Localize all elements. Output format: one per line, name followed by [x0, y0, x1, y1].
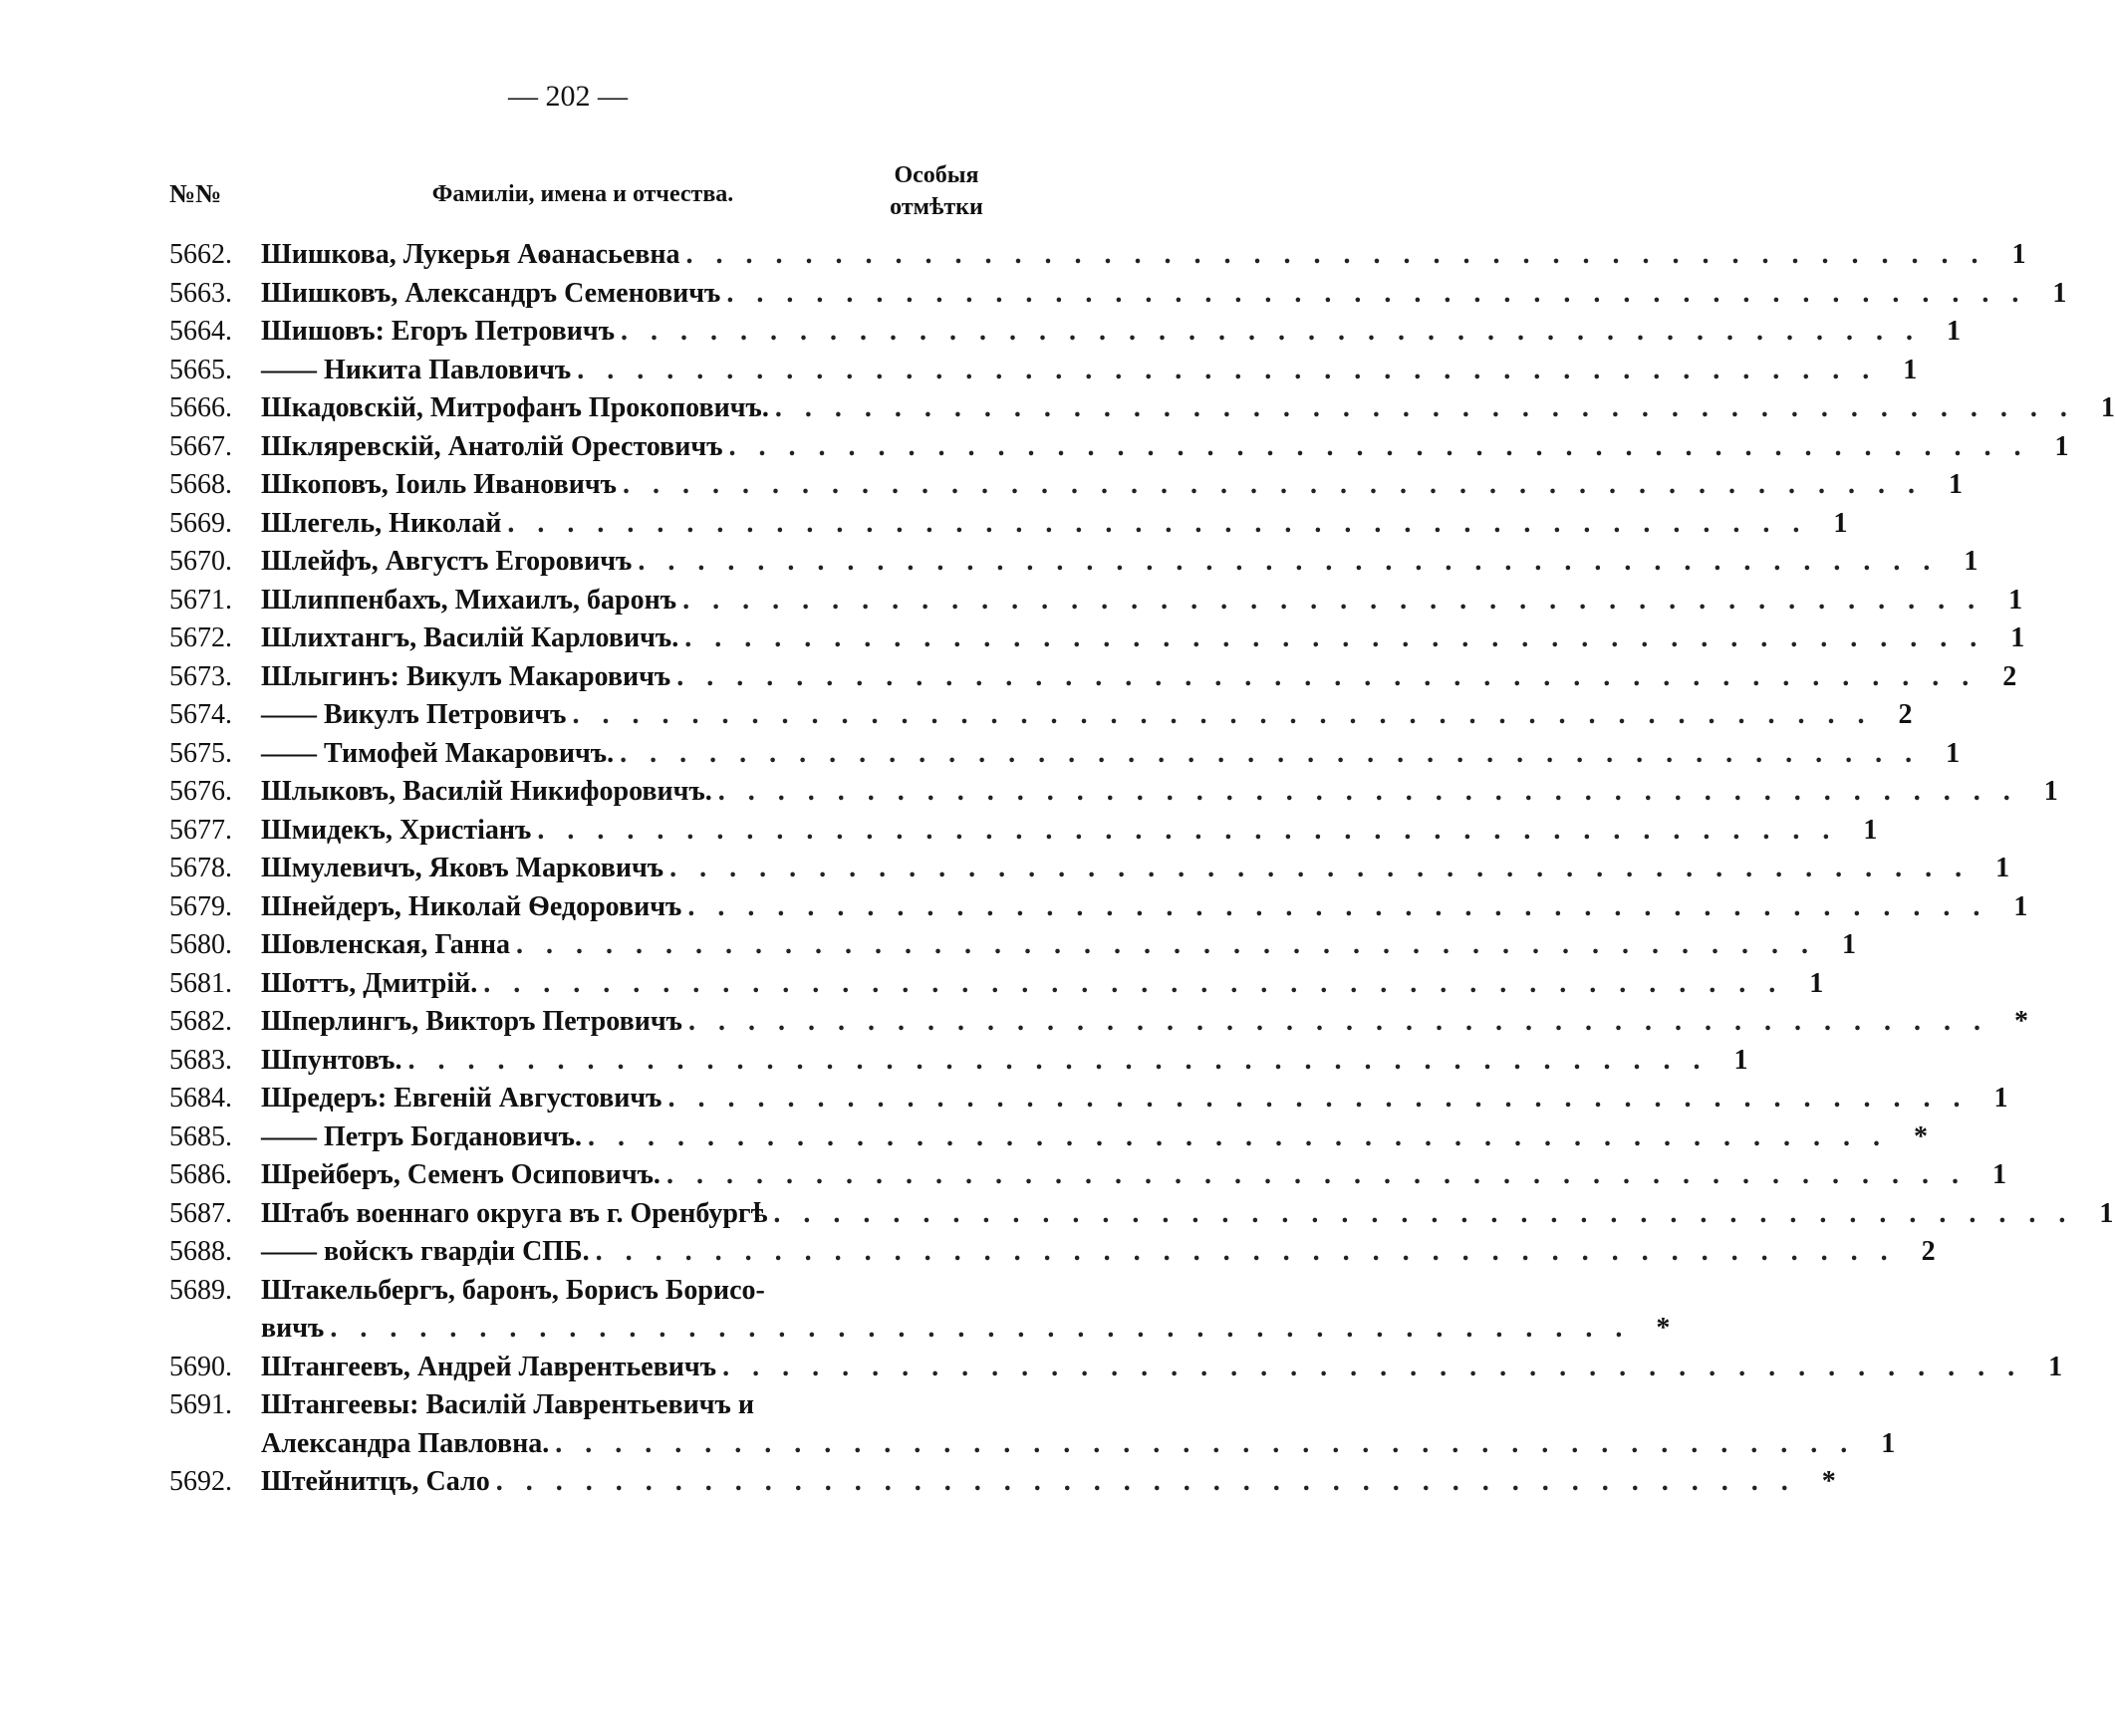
dot-leader: . . . . . . . . . . . . . . . . . . . . . . . . . . . . . . . . . . . . . . . . . . . . [620, 737, 1921, 769]
entry-mark: 1 [2100, 392, 2115, 423]
column-header [169, 159, 996, 229]
list-item [169, 890, 2028, 930]
entry-name: Шоттъ, Дмитрій. [261, 967, 478, 999]
entry-number: 5674. [169, 699, 232, 730]
entry-number: 5690. [169, 1351, 232, 1382]
entry-name: Александра Павловна. [261, 1427, 550, 1459]
list-item [169, 776, 2058, 815]
list-item [169, 737, 1961, 777]
entry-name: Шишковъ, Александръ Семеновичъ [261, 277, 721, 309]
entry-mark: 1 [1964, 546, 1979, 577]
entry-number: 5692. [169, 1466, 232, 1497]
entry-name: Шлыгинъ: Викулъ Макаровичъ [261, 660, 671, 692]
dot-leader: . . . . . . . . . . . . . . . . . . . . . . . . . . . . . . . . . . . . . . . . . . . . [577, 354, 1878, 385]
entry-number: 5682. [169, 1006, 232, 1037]
entry-name: Штабъ военнаго округа въ г. Оренбургѣ [261, 1197, 768, 1229]
list-item [169, 1159, 2006, 1198]
entry-mark: 1 [1833, 507, 1848, 539]
list-item-continuation [169, 1427, 1896, 1467]
entry-number: 5662. [169, 239, 232, 270]
entry-number: 5669. [169, 507, 232, 539]
list-item [169, 853, 2010, 891]
entry-number: 5683. [169, 1044, 232, 1076]
entry-number: 5680. [169, 929, 232, 960]
list-item [169, 1389, 996, 1428]
dot-leader: . . . . . . . . . . . . . . . . . . . . . . . . . . . . . . . . . . . . . . . . . . . . [572, 699, 1873, 730]
entry-number: 5691. [169, 1389, 232, 1420]
entry-number: 5664. [169, 316, 232, 347]
entry-name: Шовленская, Ганна [261, 929, 510, 960]
entry-name: Шлейфъ, Августъ Егоровичъ [261, 546, 633, 577]
list-item [169, 430, 2069, 470]
entry-mark: 1 [2011, 239, 2026, 270]
entry-mark: * [1656, 1313, 1671, 1344]
dot-leader: . . . . . . . . . . . . . . . . . . . . . . . . . . . . . . . . . . . . . . . . . . . . [687, 1006, 1988, 1037]
entry-mark: 1 [1948, 469, 1963, 500]
entry-name: Штангеевъ, Андрей Лаврентьевичъ [261, 1351, 717, 1382]
entry-list [169, 239, 2115, 1505]
entry-name: —— Викулъ Петровичъ [261, 699, 567, 730]
entry-mark: 1 [2048, 1351, 2063, 1382]
entry-mark: 1 [2099, 1197, 2114, 1229]
dot-leader: . . . . . . . . . . . . . . . . . . . . . . . . . . . . . . . . . . . . . . . . . . . . [515, 929, 1816, 960]
list-item [169, 239, 2026, 278]
entry-number: 5684. [169, 1083, 232, 1114]
dot-leader: . . . . . . . . . . . . . . . . . . . . . . . . . . . . . . . . . . . . . . . . . . . . [588, 1120, 1888, 1152]
entry-name: Шлыковъ, Василій Никифоровичъ. [261, 776, 712, 807]
entry-mark: 1 [1733, 1044, 1748, 1076]
entry-number: 5668. [169, 469, 232, 500]
entry-name: вичъ [261, 1313, 325, 1344]
entry-mark: 1 [2043, 776, 2058, 807]
number-column-heading: №№ [169, 179, 222, 208]
entry-mark: 1 [2052, 277, 2067, 309]
entry-name: Штакельбергъ, баронъ, Борисъ Борисо- [261, 1274, 765, 1306]
list-item [169, 546, 1979, 585]
entry-name: —— Никита Павловичъ [261, 354, 572, 385]
marks-heading-line1: Особыя [894, 162, 979, 188]
entry-mark: 1 [1863, 814, 1878, 846]
dot-leader: . . . . . . . . . . . . . . . . . . . . . . . . . . . . . . . . . . . . . . . . . . . . [682, 584, 1983, 616]
entry-name: Шкоповъ, Іоиль Ивановичъ [261, 469, 617, 500]
entry-name: Шишкова, Лукерья Аѳанасьевна [261, 239, 680, 270]
entry-number: 5677. [169, 814, 232, 846]
dot-leader: . . . . . . . . . . . . . . . . . . . . . . . . . . . . . . . . . . . . . . . . . . . . [595, 1236, 1896, 1267]
dot-leader: . . . . . . . . . . . . . . . . . . . . . . . . . . . . . . . . . . . . . . . . . . . . [495, 1466, 1796, 1497]
list-item [169, 507, 1848, 547]
dot-leader: . . . . . . . . . . . . . . . . . . . . . . . . . . . . . . . . . . . . . . . . . . . . [537, 814, 1838, 846]
list-item [169, 1351, 2063, 1390]
list-item [169, 929, 1856, 968]
entry-name: Шлегель, Николай [261, 507, 502, 539]
list-item [169, 1044, 1748, 1084]
dot-leader: . . . . . . . . . . . . . . . . . . . . . . . . . . . . . . . . . . . . . . . . . . . . [774, 392, 2075, 423]
entry-mark: 2 [1921, 1236, 1936, 1267]
names-column-heading: Фамиліи, имена и отчества. [431, 181, 734, 207]
entry-mark: * [1914, 1120, 1928, 1152]
list-item-continuation [169, 1313, 1671, 1352]
entry-name: Шмидекъ, Христіанъ [261, 814, 532, 846]
dot-leader: . . . . . . . . . . . . . . . . . . . . . . . . . . . . . . . . . . . . . . . . . . . . [773, 1197, 2074, 1229]
entry-mark: 1 [1809, 967, 1824, 999]
entry-mark: 1 [1903, 354, 1918, 385]
dot-leader: . . . . . . . . . . . . . . . . . . . . . . . . . . . . . . . . . . . . . . . . . . . . [669, 853, 1971, 883]
dot-leader: . . . . . . . . . . . . . . . . . . . . . . . . . . . . . . . . . . . . . . . . . . . . [638, 546, 1939, 577]
entry-mark: 1 [1991, 1159, 2006, 1190]
list-item [169, 584, 2023, 623]
entry-name: —— Петръ Богдановичъ. [261, 1120, 582, 1152]
dot-leader: . . . . . . . . . . . . . . . . . . . . . . . . . . . . . . . . . . . . . . . . . . . . [728, 430, 2029, 462]
entry-number: 5665. [169, 354, 232, 385]
entry-name: Шкадовскій, Митрофанъ Прокоповичъ. [261, 392, 769, 423]
list-item [169, 1120, 1928, 1160]
entry-mark: 1 [2013, 890, 2028, 922]
entry-number: 5676. [169, 776, 232, 807]
entry-name: Штангеевы: Василій Лаврентьевичъ и [261, 1389, 754, 1420]
list-item [169, 967, 1824, 1007]
list-item [169, 699, 1913, 738]
list-item [169, 660, 2017, 700]
entry-mark: 1 [1947, 316, 1962, 347]
entry-number: 5663. [169, 277, 232, 309]
dot-leader: . . . . . . . . . . . . . . . . . . . . . . . . . . . . . . . . . . . . . . . . . . . . [330, 1313, 1631, 1344]
entry-name: Шлихтангъ, Василій Карловичъ. [261, 622, 679, 653]
entry-mark: 1 [1841, 929, 1856, 960]
entry-name: Шрейберъ, Семенъ Осиповичъ. [261, 1159, 661, 1190]
entry-name: Шкляревскій, Анатолій Орестовичъ [261, 430, 723, 462]
entry-mark: 1 [2054, 430, 2069, 462]
entry-name: —— Тимофей Макаровичъ. [261, 737, 615, 769]
entry-number: 5685. [169, 1120, 232, 1152]
list-item [169, 469, 1963, 508]
entry-number: 5688. [169, 1236, 232, 1267]
list-item [169, 392, 2115, 431]
entry-mark: * [2013, 1006, 2028, 1037]
entry-number: 5687. [169, 1197, 232, 1229]
dot-leader: . . . . . . . . . . . . . . . . . . . . . . . . . . . . . . . . . . . . . . . . . . . . [507, 507, 1808, 539]
list-item [169, 1466, 1836, 1505]
entry-name: Шмулевичъ, Яковъ Марковичъ [261, 853, 664, 883]
dot-leader: . . . . . . . . . . . . . . . . . . . . . . . . . . . . . . . . . . . . . . . . . . . . [676, 660, 1978, 692]
entry-mark: 2 [1898, 699, 1913, 730]
list-item [169, 277, 2067, 317]
dot-leader: . . . . . . . . . . . . . . . . . . . . . . . . . . . . . . . . . . . . . . . . . . . . [722, 1351, 2023, 1382]
entry-number: 5678. [169, 853, 232, 883]
list-item [169, 316, 1962, 355]
marks-column-heading [877, 159, 996, 223]
entry-name: Шнейдеръ, Николай Ѳедоровичъ [261, 890, 682, 922]
dot-leader: . . . . . . . . . . . . . . . . . . . . . . . . . . . . . . . . . . . . . . . . . . . . [684, 622, 1985, 653]
entry-name: Шишовъ: Егоръ Петровичъ [261, 316, 616, 347]
entry-mark: 1 [1993, 1083, 2008, 1114]
list-item [169, 1275, 996, 1314]
list-item [169, 1083, 2008, 1121]
dot-leader: . . . . . . . . . . . . . . . . . . . . . . . . . . . . . . . . . . . . . . . . . . . . [685, 239, 1986, 270]
entry-mark: 1 [2008, 584, 2023, 616]
dot-leader: . . . . . . . . . . . . . . . . . . . . . . . . . . . . . . . . . . . . . . . . . . . . [726, 277, 2027, 309]
entry-number: 5689. [169, 1274, 232, 1306]
page-number: — 202 — [508, 80, 628, 113]
entry-name: Шперлингъ, Викторъ Петровичъ [261, 1006, 682, 1037]
list-item [169, 814, 1878, 854]
dot-leader: . . . . . . . . . . . . . . . . . . . . . . . . . . . . . . . . . . . . . . . . . . . . [555, 1427, 1856, 1459]
entry-number: 5673. [169, 660, 232, 692]
list-item [169, 1197, 2114, 1237]
entry-number: 5686. [169, 1159, 232, 1190]
marks-heading-line2: отмѣтки [890, 194, 983, 220]
dot-leader: . . . . . . . . . . . . . . . . . . . . . . . . . . . . . . . . . . . . . . . . . . . . [407, 1044, 1709, 1076]
entry-number: 5675. [169, 737, 232, 769]
entry-number: 5671. [169, 584, 232, 616]
entry-number: 5679. [169, 890, 232, 922]
dot-leader: . . . . . . . . . . . . . . . . . . . . . . . . . . . . . . . . . . . . . . . . . . . . [665, 1159, 1967, 1190]
entry-mark: 1 [1881, 1427, 1896, 1459]
entry-mark: 1 [2010, 622, 2025, 653]
dot-leader: . . . . . . . . . . . . . . . . . . . . . . . . . . . . . . . . . . . . . . . . . . . . [621, 316, 1922, 347]
entry-mark: 1 [1995, 853, 2010, 883]
entry-number: 5670. [169, 546, 232, 577]
dot-leader: . . . . . . . . . . . . . . . . . . . . . . . . . . . . . . . . . . . . . . . . . . . . [667, 1083, 1969, 1114]
dot-leader: . . . . . . . . . . . . . . . . . . . . . . . . . . . . . . . . . . . . . . . . . . . . [687, 890, 1988, 922]
list-item [169, 1236, 1936, 1275]
entry-mark: 1 [1946, 737, 1961, 769]
entry-name: —— войскъ гвардіи СПБ. [261, 1236, 590, 1267]
entry-name: Шлиппенбахъ, Михаилъ, баронъ [261, 584, 677, 616]
entry-mark: * [1821, 1466, 1836, 1497]
entry-number: 5667. [169, 430, 232, 462]
list-item [169, 622, 2025, 661]
entry-number: 5666. [169, 392, 232, 423]
entry-number: 5681. [169, 967, 232, 999]
list-item [169, 354, 1918, 393]
entry-name: Штейнитцъ, Сало [261, 1466, 490, 1497]
entry-name: Шпунтовъ. [261, 1044, 402, 1076]
list-item [169, 1006, 2028, 1045]
dot-leader: . . . . . . . . . . . . . . . . . . . . . . . . . . . . . . . . . . . . . . . . . . . . [483, 967, 1784, 999]
entry-number: 5672. [169, 622, 232, 653]
dot-leader: . . . . . . . . . . . . . . . . . . . . . . . . . . . . . . . . . . . . . . . . . . . . [622, 469, 1923, 500]
entry-mark: 2 [2002, 660, 2017, 692]
entry-name: Шредеръ: Евгеній Августовичъ [261, 1083, 662, 1114]
dot-leader: . . . . . . . . . . . . . . . . . . . . . . . . . . . . . . . . . . . . . . . . . . . . [717, 776, 2018, 807]
